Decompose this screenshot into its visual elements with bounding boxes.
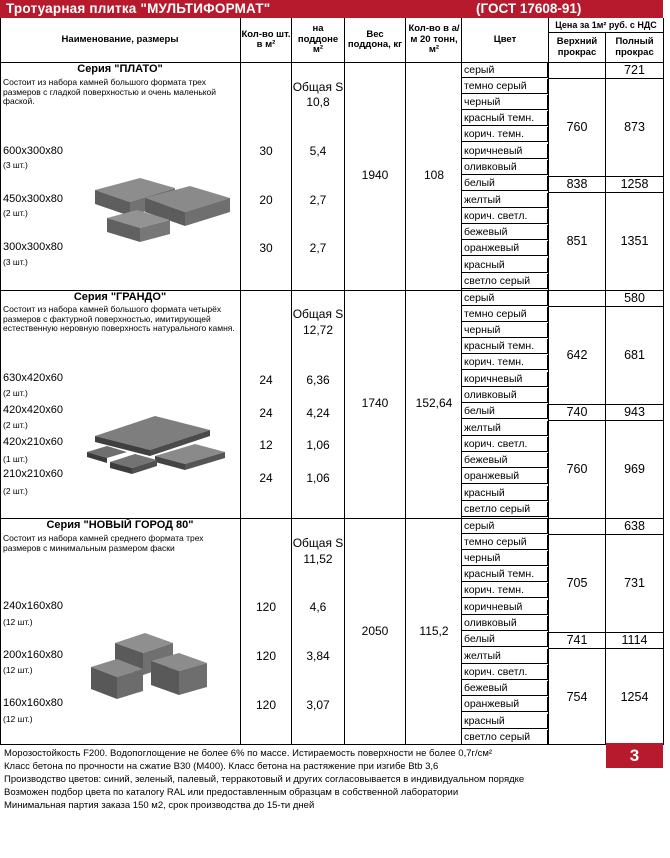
size-count: (2 шт.) <box>3 486 28 496</box>
pallet-area: 4,24 <box>306 406 330 420</box>
color-cell: коричневый <box>462 600 548 615</box>
price-full: 873 <box>624 120 645 134</box>
col-header-price: Цена за 1м² руб. с НДС <box>555 19 657 30</box>
price-full: 1351 <box>620 234 649 248</box>
series-description: Состоит из набора камней среднего формата трех размеров с минимальным размером фаски <box>3 533 204 553</box>
total-area-value: 12,72 <box>302 323 334 337</box>
col-header-truck: Кол-во в а/м 20 тонн, м² <box>408 23 460 56</box>
pallet-area: 3,84 <box>306 649 330 663</box>
color-cell: красный <box>462 258 548 273</box>
col-header-name: Наименование, размеры <box>61 33 179 45</box>
grid-line <box>548 32 663 33</box>
pallet-area: 1,06 <box>306 438 330 452</box>
qty-value: 24 <box>259 373 273 387</box>
price-full: 580 <box>624 291 645 305</box>
truck-capacity: 115,2 <box>419 624 449 638</box>
qty-value: 120 <box>255 649 277 663</box>
color-cell: бежевый <box>462 681 548 696</box>
pallet-weight: 1940 <box>361 168 389 182</box>
color-cell: желтый <box>462 193 548 208</box>
color-cell: желтый <box>462 421 548 436</box>
color-cell: темно серый <box>462 307 548 322</box>
color-cell: красный <box>462 486 548 501</box>
color-cell: красный темн. <box>462 111 548 126</box>
price-top: 760 <box>566 120 588 134</box>
color-cell: черный <box>462 95 548 110</box>
col-header-full-fill: Полный прокрас <box>615 36 654 58</box>
price-full: 681 <box>624 348 645 362</box>
footer-line: Производство цветов: синий, зеленый, палевый, терракотовый и других согласовывается в индивидуальном порядке <box>4 774 525 785</box>
color-cell: белый <box>462 176 548 191</box>
qty-value: 24 <box>259 406 273 420</box>
pallet-area: 4,6 <box>309 600 327 614</box>
col-header-weight: Вес поддона, кг <box>347 28 403 50</box>
truck-capacity: 108 <box>423 168 445 182</box>
grid-line <box>548 534 663 535</box>
color-cell: светло серый <box>462 274 548 289</box>
novy-gorod-tiles-image <box>85 625 215 725</box>
footer-line: Возможен подбор цвета по каталогу RAL или предоставленным образцам в собственной лаборатории <box>4 787 459 798</box>
price-full: 969 <box>624 462 645 476</box>
grid-line <box>0 744 664 745</box>
price-top: 851 <box>566 234 588 248</box>
color-cell: корич. светл. <box>462 665 548 680</box>
price-full: 1254 <box>620 690 649 704</box>
color-cell: серый <box>462 519 548 534</box>
pallet-weight: 2050 <box>361 624 389 638</box>
total-area-label: Общая S <box>292 307 344 321</box>
total-area-label: Общая S <box>292 536 344 550</box>
color-cell: красный темн. <box>462 567 548 582</box>
color-cell: белый <box>462 632 548 647</box>
color-cell: бежевый <box>462 453 548 468</box>
color-cell: корич. темн. <box>462 127 548 142</box>
plato-tiles-image <box>85 160 235 250</box>
size-count: (3 шт.) <box>3 160 28 170</box>
grando-tiles-image <box>85 400 235 480</box>
size-label: 240х160х80 <box>3 600 63 612</box>
pallet-area: 3,07 <box>306 698 330 712</box>
color-cell: корич. темн. <box>462 583 548 598</box>
pallet-weight: 1740 <box>361 396 389 410</box>
size-label: 630х420х60 <box>3 372 63 384</box>
color-cell: оранжевый <box>462 469 548 484</box>
color-cell: оранжевый <box>462 241 548 256</box>
total-area-value: 11,52 <box>303 552 333 566</box>
size-label: 600х300х80 <box>3 145 63 157</box>
total-area-value: 10,8 <box>306 95 330 109</box>
price-full: 1258 <box>620 177 649 191</box>
pallet-area: 5,4 <box>309 144 327 158</box>
col-header-color: Цвет <box>493 33 517 45</box>
color-cell: серый <box>462 63 548 78</box>
series-name: Серия "ГРАНДО" <box>73 291 167 303</box>
price-top: 741 <box>566 633 588 647</box>
footer-line: Класс бетона по прочности на сжатие В30 (М400). Класс бетона на растяжение при изгибе Btb 3,6 <box>4 761 439 772</box>
gost-label: (ГОСТ 17608-91) <box>476 1 582 16</box>
size-count: (3 шт.) <box>3 257 28 267</box>
size-count: (12 шт.) <box>3 617 33 627</box>
color-cell: оранжевый <box>462 697 548 712</box>
color-cell: белый <box>462 404 548 419</box>
color-cell: желтый <box>462 649 548 664</box>
color-cell: коричневый <box>462 144 548 159</box>
color-cell: оливковый <box>462 616 548 631</box>
color-cell: оливковый <box>462 388 548 403</box>
color-cell: бежевый <box>462 225 548 240</box>
series-description: Состоит из набора камней большого формата четырёх размеров с фактурной поверхностью, имитирующей естественную неровную поверхность натурального камня. <box>3 304 235 333</box>
qty-value: 12 <box>259 438 273 452</box>
total-area-label: Общая S <box>292 80 344 94</box>
size-count: (2 шт.) <box>3 208 28 218</box>
price-full: 731 <box>624 576 645 590</box>
price-top: 838 <box>566 177 588 191</box>
grid-line <box>548 78 663 79</box>
color-cell: черный <box>462 323 548 338</box>
col-header-top-fill: Верхний прокрас <box>556 36 598 58</box>
price-top: 754 <box>566 690 588 704</box>
size-count: (12 шт.) <box>3 665 33 675</box>
color-cell: оливковый <box>462 160 548 175</box>
price-full: 1114 <box>621 633 648 647</box>
grid-line <box>663 18 664 745</box>
price-top: 740 <box>566 405 588 419</box>
pallet-area: 2,7 <box>309 241 327 255</box>
color-cell: корич. светл. <box>462 437 548 452</box>
grid-line <box>548 420 663 421</box>
size-label: 420х210х60 <box>3 436 63 448</box>
pallet-area: 6,36 <box>306 373 330 387</box>
size-label: 210х210х60 <box>3 468 63 480</box>
grid-line <box>0 18 1 745</box>
series-name: Серия "НОВЫЙ ГОРОД 80" <box>46 519 194 531</box>
color-cell: корич. темн. <box>462 355 548 370</box>
size-count: (12 шт.) <box>3 714 33 724</box>
size-count: (2 шт.) <box>3 388 28 398</box>
series-description: Состоит из набора камней большого формата трех размеров с гладкой поверхностью и очень маленькой фаской. <box>3 77 217 106</box>
size-label: 420х420х60 <box>3 404 63 416</box>
series-name: Серия "ПЛАТО" <box>77 63 163 75</box>
qty-value: 30 <box>259 144 273 158</box>
footer-line: Морозостойкость F200. Водопоглощение не более 6% по массе. Истираемость поверхности не более 0,7г/см² <box>4 748 493 759</box>
qty-value: 120 <box>255 600 277 614</box>
truck-capacity: 152,64 <box>415 396 453 410</box>
color-cell: корич. светл. <box>462 209 548 224</box>
price-top: 760 <box>566 462 588 476</box>
footer-line: Минимальная партия заказа 150 м2, срок производства до 15-ти дней <box>4 800 315 811</box>
price-full: 638 <box>624 519 645 533</box>
qty-value: 20 <box>259 193 273 207</box>
grid-line <box>548 648 663 649</box>
qty-value: 30 <box>259 241 273 255</box>
size-label: 450х300х80 <box>3 193 63 205</box>
page-title: Тротуарная плитка "МУЛЬТИФОРМАТ" <box>6 1 271 16</box>
col-header-pallet: на поддоне м² <box>297 23 339 56</box>
color-cell: темно серый <box>462 79 548 94</box>
color-cell: серый <box>462 291 548 306</box>
grid-line <box>548 306 663 307</box>
size-label: 160х160х80 <box>3 697 63 709</box>
qty-value: 24 <box>259 471 273 485</box>
page-number: 3 <box>606 743 663 768</box>
price-top: 705 <box>566 576 588 590</box>
price-full: 721 <box>624 63 645 77</box>
size-label: 200х160х80 <box>3 649 63 661</box>
color-cell: темно серый <box>462 535 548 550</box>
pallet-area: 2,7 <box>309 193 327 207</box>
size-count: (1 шт.) <box>3 454 28 464</box>
color-cell: светло серый <box>462 730 548 745</box>
color-cell: коричневый <box>462 372 548 387</box>
color-cell: красный темн. <box>462 339 548 354</box>
color-cell: черный <box>462 551 548 566</box>
color-cell: красный <box>462 714 548 729</box>
price-top: 642 <box>566 348 588 362</box>
col-header-qty: Кол-во шт. в м² <box>241 28 291 50</box>
grid-line <box>548 192 663 193</box>
size-count: (2 шт.) <box>3 420 28 430</box>
price-full: 943 <box>624 405 645 419</box>
qty-value: 120 <box>255 698 277 712</box>
pallet-area: 1,06 <box>306 471 330 485</box>
color-cell: светло серый <box>462 502 548 517</box>
size-label: 300х300х80 <box>3 241 63 253</box>
